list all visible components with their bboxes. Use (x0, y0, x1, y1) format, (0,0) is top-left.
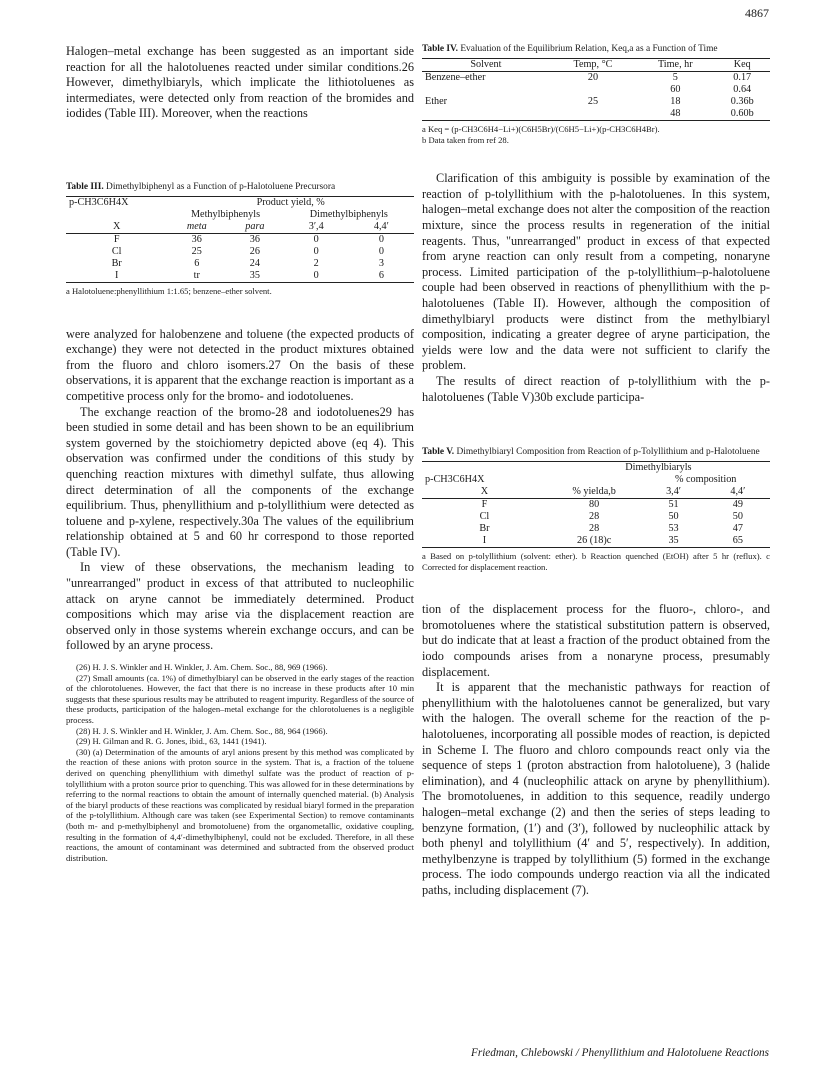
table-cell: 0 (378, 245, 384, 257)
table-caption (66, 182, 414, 193)
table-cell: 51 (668, 499, 679, 511)
table-cell: 24 (249, 257, 260, 269)
table-cell: 6 (378, 269, 384, 281)
reference: (28) H. J. S. Winkler and H. Winkler, J. Am. Chem. Soc., 88, 964 (1966). (76, 725, 328, 736)
table-label: Table III. (66, 181, 104, 192)
col-header: Methylbiphenyls (191, 208, 261, 220)
col-header: para (245, 220, 265, 232)
table-label: Table V. (422, 447, 455, 458)
body-paragraph: Halogen–metal exchange has been suggested as an important side reaction for all the halotoluenes reacted under similar conditions.26 However, dimethylbiaryls, which implicate the lithiotoluenes as intermediates, were detected only from reaction of the bromides and iodides (Table III). Moreover, when the reactions (66, 44, 414, 121)
data-table (422, 461, 770, 548)
table-cell: Ether (425, 96, 448, 107)
table-row (422, 96, 770, 108)
reference: (27) Small amounts (ca. 1%) of dimethylbiaryl can be observed in the early stages of the reaction of the chlorotoluenes. However, the fact that there is no increase in these products after 10 min suggests that these spurious results may be attributed to reagent impurity. Regardless of the source of these products, participation of the halogen–metal exchange for the chlorotoluenes is a negligible process. (66, 672, 414, 725)
page-number: 4867 (745, 6, 769, 20)
table-cell: 0 (313, 269, 319, 281)
table-row (422, 108, 770, 121)
table-row (422, 72, 770, 85)
table-cell: 0 (378, 233, 384, 245)
table-footnote: b Data taken from ref 28. (422, 134, 509, 145)
left-column (66, 44, 414, 863)
body-paragraph: Clarification of this ambiguity is possible by examination of the reaction of p-tolyllithium with the p-halotoluenes. In this system, halogen–metal exchange does not alter the composition of the reaction mixture, since the process results in regeneration of the initial reagents. Thus, "unrearranged" product in excess of that expected from aryne reaction can only result from a competing, nonaryne process. Limited participation of the p-tolyllithium–p-halotoluene couple had been observed in reactions of phenyllithium with the p-halotoluenes (Table II). However, although the composition of dimethylbiaryl products were distinct from the methylbiaryl composition, indicating a greater degree of aryne participation, the yields were low and the data were not sufficient to clarify the problem. (422, 171, 770, 373)
col-header: Temp, °C (573, 59, 613, 70)
col-header: X (113, 220, 121, 232)
table-cell: Benzene–ether (425, 72, 486, 83)
table-v (422, 447, 770, 572)
running-footer: Friedman, Chlebowski / Phenyllithium and Halotoluene Reactions (471, 1047, 769, 1059)
table-cell: 36 (191, 233, 202, 245)
col-header: Solvent (470, 59, 502, 70)
col-header: 3′,4 (308, 220, 324, 232)
table-cell: 25 (587, 96, 599, 107)
table-cell: Br (479, 523, 490, 535)
table-cell: 5 (672, 72, 678, 83)
group-header: Dimethylbiaryls (625, 462, 692, 474)
table-cell: 35 (249, 269, 260, 281)
references (66, 662, 414, 863)
table-footnote: a Based on p-tolyllithium (solvent: ether). b Reaction quenched (EtOH) after 5 hr (reflux). c Corrected for displacement reaction. (422, 551, 770, 572)
table-cell: 26 (249, 245, 260, 257)
table-cell: 0.36b (730, 96, 754, 107)
col-header: X (480, 486, 489, 498)
table-cell: 60 (670, 84, 681, 95)
table-iv (422, 44, 770, 145)
col-header: 4,4′ (373, 220, 389, 232)
table-title: Dimethylbiaryl Composition from Reaction of p-Tolyllithium and p-Halotoluene (456, 447, 760, 458)
body-paragraph: The exchange reaction of the bromo-28 and iodotoluenes29 has been studied in some detail and has been shown to be an equilibrium system governed by the stoichiometry depicted above (eq 4). This observation was confirmed under the conditions of this study by quenching reaction mixtures with dimethyl sulfate, thus allowing direct determination of all the components of the exchange equilibrium. Thus, phenyllithium and p-tolyllithium were detected as toluene and p-xylene, respectively.30a The values of the equilibrium relationship obtained at 5 and 60 hr correspond to those reported (Table IV). (66, 404, 414, 559)
col-header: Keq (733, 59, 751, 70)
col-header: Dimethylbiphenyls (309, 208, 388, 220)
table-cell: 6 (194, 257, 200, 269)
data-table (66, 196, 414, 283)
table-cell: 53 (668, 523, 679, 535)
body-paragraph: In view of these observations, the mechanism leading to "unrearranged" product in excess of that attributed to nucleophilic attack on aryne cannot be immediately determined. Product compositions which may arise via the displacement reaction are observed only in those systems wherein exchange occurs, and can be followed by an aryne process. (66, 560, 414, 653)
data-table (422, 58, 770, 121)
table-cell: 49 (732, 499, 743, 511)
table-row (422, 84, 770, 96)
table-cell: F (113, 233, 120, 245)
table-cell: 3 (378, 257, 384, 269)
table-row (66, 258, 414, 270)
table-cell (550, 84, 636, 96)
col-header: % composition (675, 474, 737, 486)
table-cell: 26 (18)c (577, 535, 612, 547)
body-paragraph: It is apparent that the mechanistic pathways for reaction of phenyllithium with the halotoluenes cannot be generalized, but vary with the halogen. The overall scheme for the reaction of the p-halotoluenes, incorporating all possible modes of reaction, is depicted in Scheme I. The fluoro and chloro compounds react only via the sequence of steps 1 (proton abstraction from halotoluene), 3 (halide elimination), and 4 (nucleophilic attack on aryne by phenyllithium). The bromotoluenes, in addition to this sequence, readily undergo halogen–metal exchange (2) and then the series of steps leading to benzyne formation, (1′) and (3′), followed by nucleophilic attack by both phenyl and tolyllithium (4′ and 5′, respectively). In addition, methylbenzyne is trapped by tolyllithium (5) formed in the exchange process. The iodo compounds undergo reaction via all the indicated paths, including displacement (7). (422, 680, 770, 897)
table-cell: F (481, 499, 488, 511)
right-column (422, 44, 770, 899)
group-header: Product yield, % (256, 196, 325, 208)
body-paragraph: were analyzed for halobenzene and toluene (the expected products of exchange) they were not detected in the product mixtures obtained from the fluoro and chloro isomers.27 On the basis of these observations, it is apparent that the exchange reaction is important as a competitive process only for the bromo- and iodotoluenes. (66, 326, 414, 403)
table-row (66, 233, 414, 246)
reference: (26) H. J. S. Winkler and H. Winkler, J. Am. Chem. Soc., 88, 969 (1966). (76, 662, 328, 673)
table-cell: 18 (670, 96, 681, 107)
table-title: Evaluation of the Equilibrium Relation, Keq,a as a Function of Time (460, 44, 718, 54)
table-cell: 0 (313, 233, 319, 245)
table-cell: 28 (589, 511, 600, 523)
table-caption (422, 447, 770, 458)
table-iii (66, 182, 414, 297)
table-cell (422, 108, 550, 121)
table-cell: 28 (589, 523, 600, 535)
table-title: Dimethylbiphenyl as a Function of p-Halotoluene Precursora (106, 181, 336, 192)
body-paragraph: The results of direct reaction of p-tolyllithium with the p-halotoluenes (Table V)30b exclude participa- (422, 373, 770, 404)
table-cell: 20 (587, 72, 599, 83)
table-cell: 0 (313, 245, 319, 257)
col-header: 3,4′ (666, 486, 682, 498)
col-header: 4,4′ (730, 486, 746, 498)
table-row (422, 535, 770, 548)
table-cell (550, 108, 636, 121)
table-cell: I (482, 535, 487, 547)
col-header: Time, hr (657, 59, 693, 70)
col-header: p-CH3C6H4X (425, 474, 485, 486)
table-cell: Cl (111, 245, 122, 257)
col-header: meta (186, 220, 207, 232)
table-footnote: a Halotoluene:phenyllithium 1:1.65; benzene–ether solvent. (66, 285, 272, 296)
table-cell (422, 84, 550, 96)
table-footnote: a Keq = (p-CH3C6H4−Li+)(C6H5Br)/(C6H5−Li+)(p-CH3C6H4Br). (422, 124, 660, 134)
table-cell: 36 (249, 233, 260, 245)
table-cell: 25 (191, 245, 202, 257)
table-row (422, 499, 770, 512)
table-cell: 0.17 (733, 72, 752, 83)
table-cell: I (114, 269, 119, 281)
table-cell: Br (111, 257, 122, 269)
table-row (66, 270, 414, 283)
table-caption (422, 44, 770, 55)
table-cell: 2 (313, 257, 319, 269)
reference: (29) H. Gilman and R. G. Jones, ibid., 63, 1441 (1941). (76, 736, 267, 747)
table-cell: 50 (732, 511, 743, 523)
table-cell: 47 (732, 523, 743, 535)
table-cell: 0.64 (733, 84, 752, 95)
table-cell: 0.60b (730, 108, 754, 119)
table-row (422, 523, 770, 535)
body-paragraph: tion of the displacement process for the fluoro-, chloro-, and bromotoluenes where the statistical substitution pattern is observed, but do indicate that at least a fraction of the product obtained from the iodo compounds arises from a nonaryne process, presumably displacement. (422, 602, 770, 679)
table-cell: tr (193, 269, 200, 281)
table-row (422, 511, 770, 523)
table-cell: 65 (732, 535, 743, 547)
table-label: Table IV. (422, 44, 458, 54)
table-cell: 48 (670, 108, 681, 119)
table-cell: 80 (589, 499, 600, 511)
table-cell: 35 (668, 535, 679, 547)
table-cell: 50 (668, 511, 679, 523)
reference: (30) (a) Determination of the amounts of aryl anions present by this method was complicated by the reaction of these anions with proton source in the system. That is, a fraction of the toluene derived on quenching phenyllithium with dimethyl sulfate was the product of reaction of p-tolyllithium with a proton source prior to quenching. This was allowed for in these determinations by referring to the normal reactions to obtain the amount of internally quenched material. (b) Analysis of the biaryl products of these reactions was complicated by residual biaryl formed in the preparation of the p-tolyllithium. Although care was taken (see Experimental Section) to remove contaminants (both m- and p-methylbiphenyl and bromotoluene) from the organometallic, oxidative coupling, resulting in the formation of 4,4′-dimethylbiphenyl, could not be excluded. Therefore, in all these reactions, the amount of contaminant was determined and subtracted from the observed product distribution. (66, 746, 414, 863)
col-header: % yielda,b (572, 486, 616, 498)
table-row (66, 246, 414, 258)
table-cell: Cl (479, 511, 490, 523)
col-header: p-CH3C6H4X (69, 196, 129, 208)
